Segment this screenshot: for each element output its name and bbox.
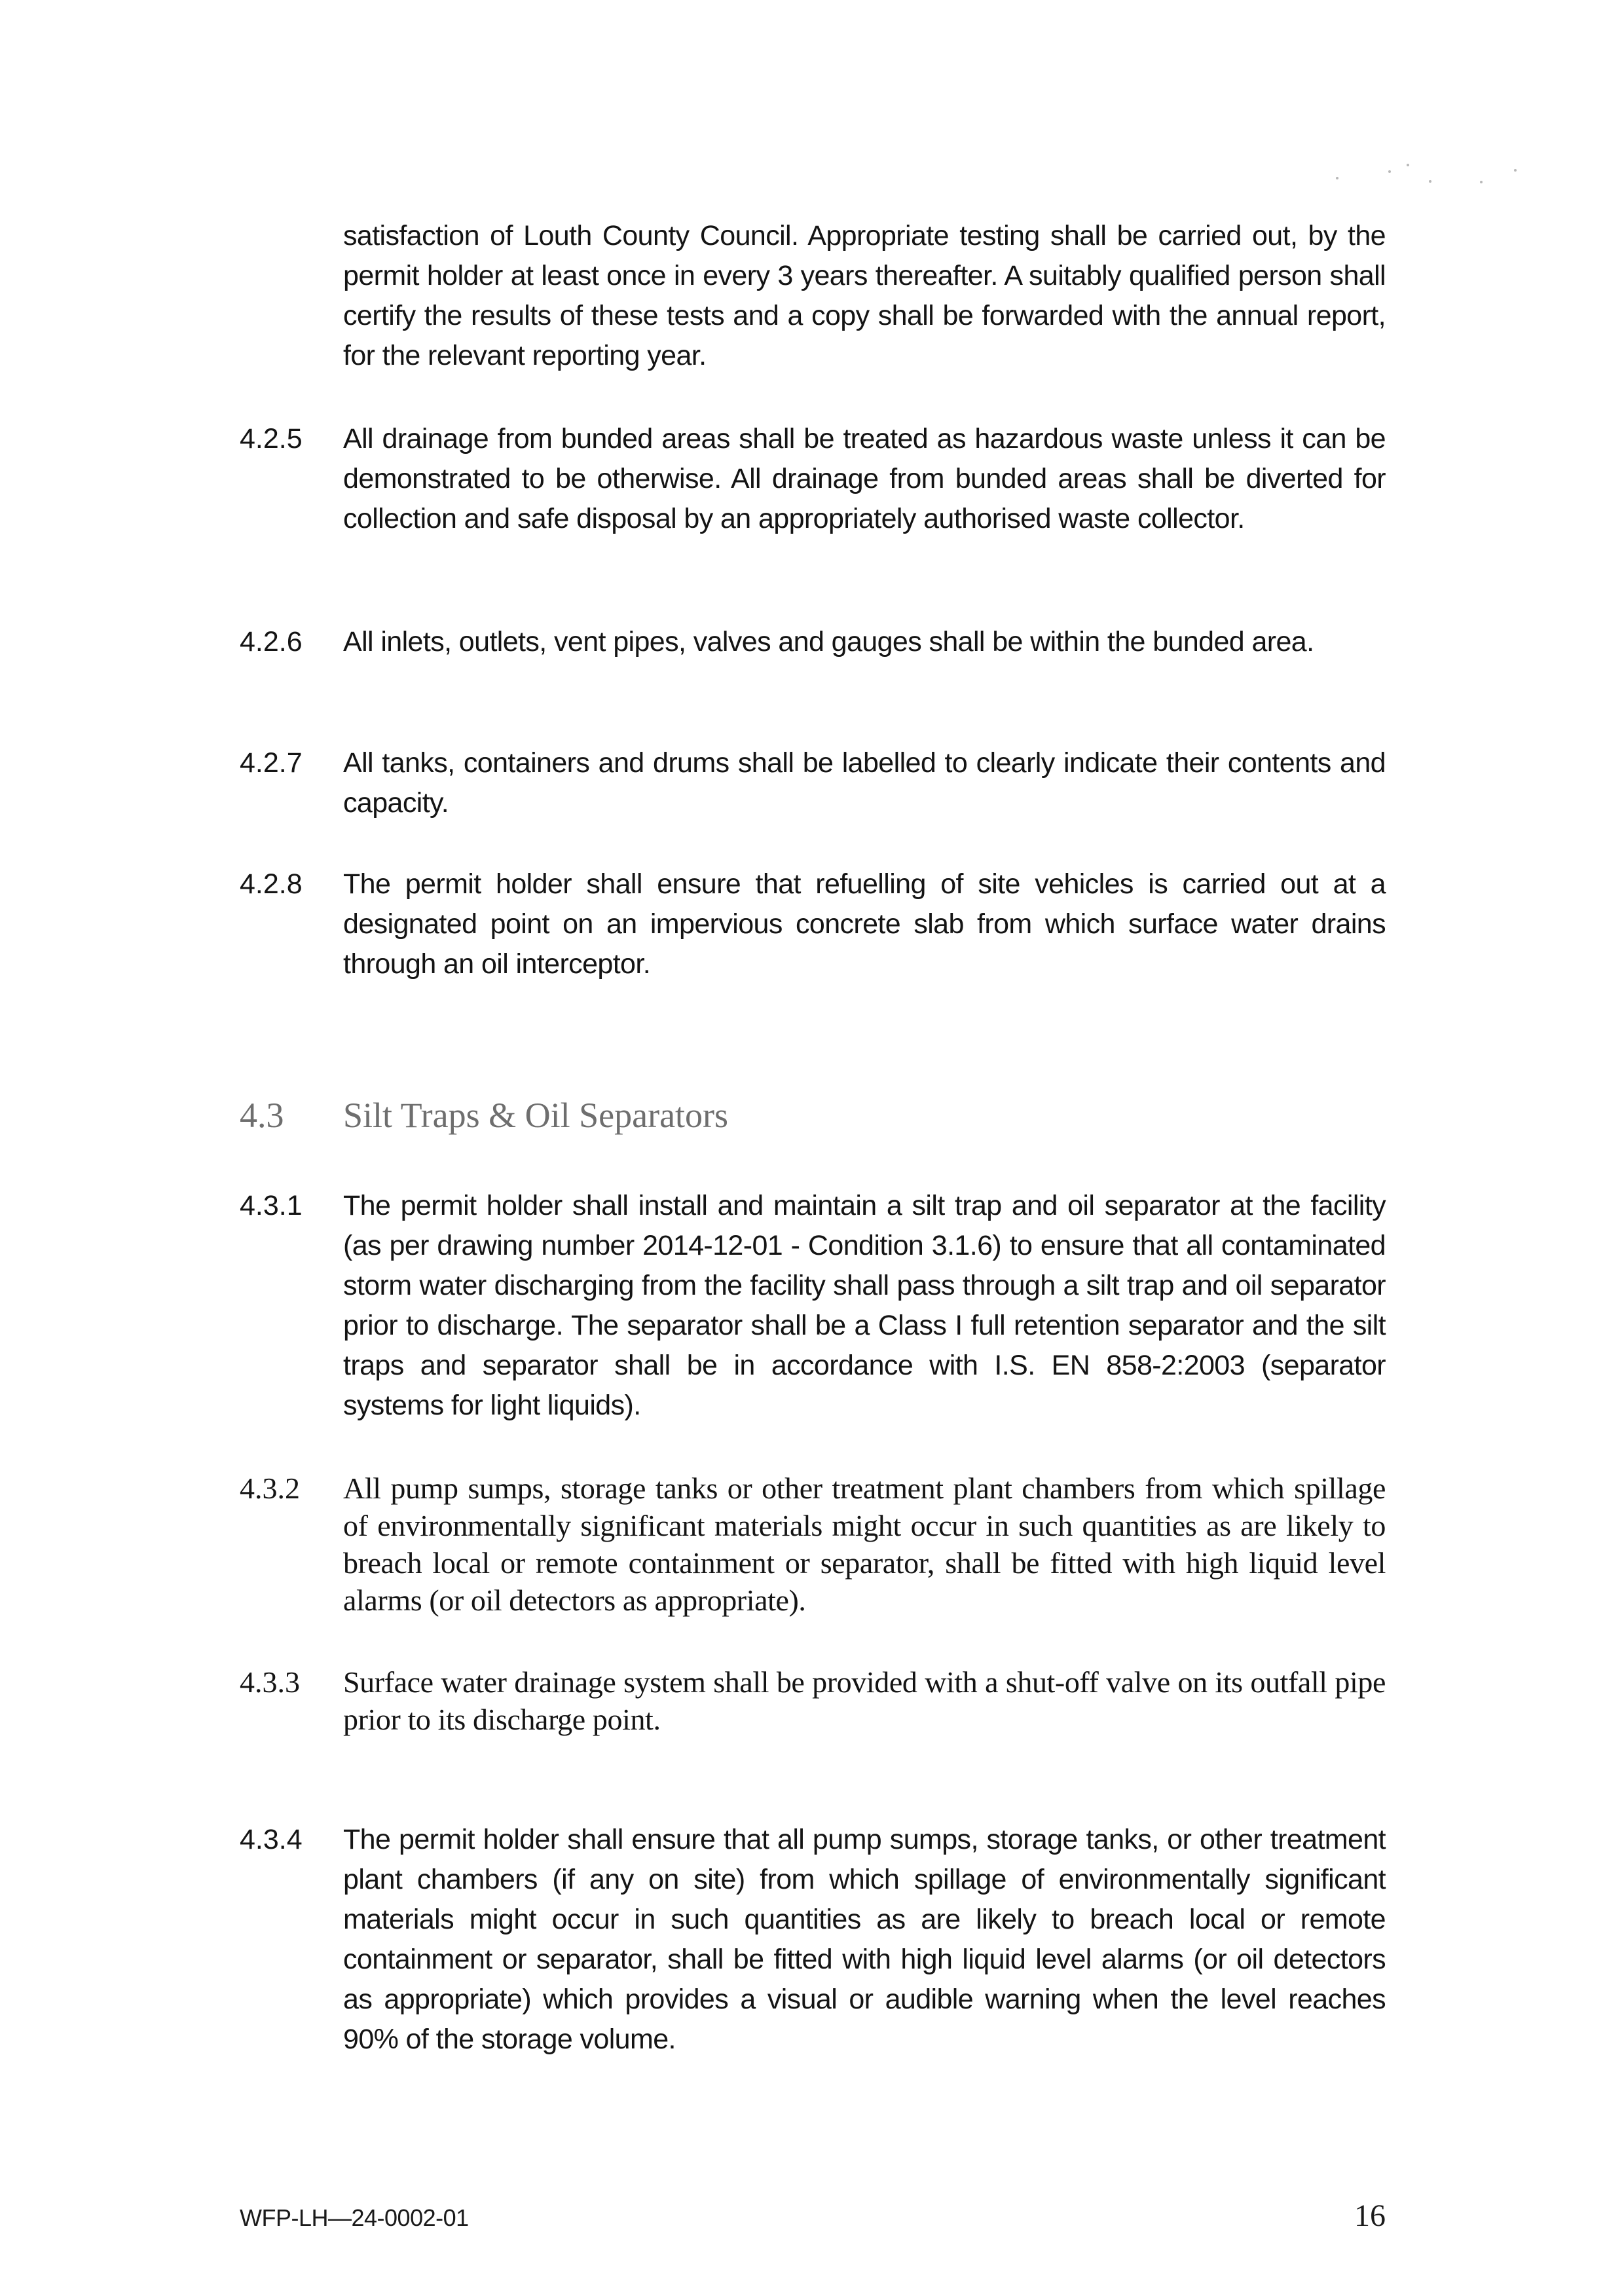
clause-number: 4.3.3 xyxy=(240,1665,300,1699)
clause-text: All inlets, outlets, vent pipes, valves and gauges shall be within the bunded area. xyxy=(343,626,1314,657)
footer-page-number: 16 xyxy=(1354,2198,1386,2233)
clause-text: All drainage from bunded areas shall be treated as hazardous waste unless it can be demonstrated to be otherwise. All drainage from bunded areas shall be diverted for collection and safe disposal by an appropriately authorised waste collector. xyxy=(343,423,1386,534)
clause-number: 4.2.6 xyxy=(240,626,303,657)
footer-document-id: WFP-LH—24-0002-01 xyxy=(240,2204,469,2231)
clause-text: Surface water drainage system shall be provided with a shut-off valve on its outfall pipe prior to its discharge point. xyxy=(343,1665,1386,1736)
clause-number: 4.2.8 xyxy=(240,868,303,900)
clause-text: The permit holder shall ensure that refuelling of site vehicles is carried out at a designated point on an impervious concrete slab from which surface water drains through an oil interceptor. xyxy=(343,868,1386,980)
scan-artifacts xyxy=(1323,164,1532,203)
clause-text: All tanks, containers and drums shall be labelled to clearly indicate their contents and capacity. xyxy=(343,747,1386,819)
section-title: Silt Traps & Oil Separators xyxy=(343,1096,729,1135)
clause-text: The permit holder shall install and maintain a silt trap and oil separator at the facility (as per drawing number 2014-12-01 - Condition 3.1.6) to ensure that all contaminated storm water discharging from the facility shall pass through a silt trap and oil separator prior to discharge. The separator shall be a Class I full retention separator and the silt traps and separator shall be in accordance with I.S. EN 858-2:2003 (separator systems for light liquids). xyxy=(343,1190,1386,1421)
clause-text: All pump sumps, storage tanks or other treatment plant chambers from which spillage of environmentally significant materials might occur in such quantities as are likely to breach local or remote containment or separator, shall be fitted with high liquid level alarms (or oil detectors as appropriate). xyxy=(343,1472,1386,1617)
clause-number: 4.2.7 xyxy=(240,747,303,779)
clause-number: 4.3.1 xyxy=(240,1190,303,1221)
clause-number: 4.3.2 xyxy=(240,1472,300,1505)
clause-number: 4.3.4 xyxy=(240,1824,303,1855)
clause-text: The permit holder shall ensure that all pump sumps, storage tanks, or other treatment plant chambers (if any on site) from which spillage of environmentally significant materials might occur in such quantities as are likely to breach local or remote containment or separator, shall be fitted with high liquid level alarms (or oil detectors as appropriate) which provides a visual or audible warning when the level reaches 90% of the storage volume. xyxy=(343,1824,1386,2055)
continuation-paragraph: satisfaction of Louth County Council. Appropriate testing shall be carried out, by the permit holder at least once in every 3 years thereafter. A suitably qualified person shall certify the results of these tests and a copy shall be forwarded with the annual report, for the relevant reporting year. xyxy=(343,220,1386,371)
section-number: 4.3 xyxy=(240,1096,284,1135)
clause-number: 4.2.5 xyxy=(240,423,303,454)
section-heading xyxy=(240,1095,728,1136)
